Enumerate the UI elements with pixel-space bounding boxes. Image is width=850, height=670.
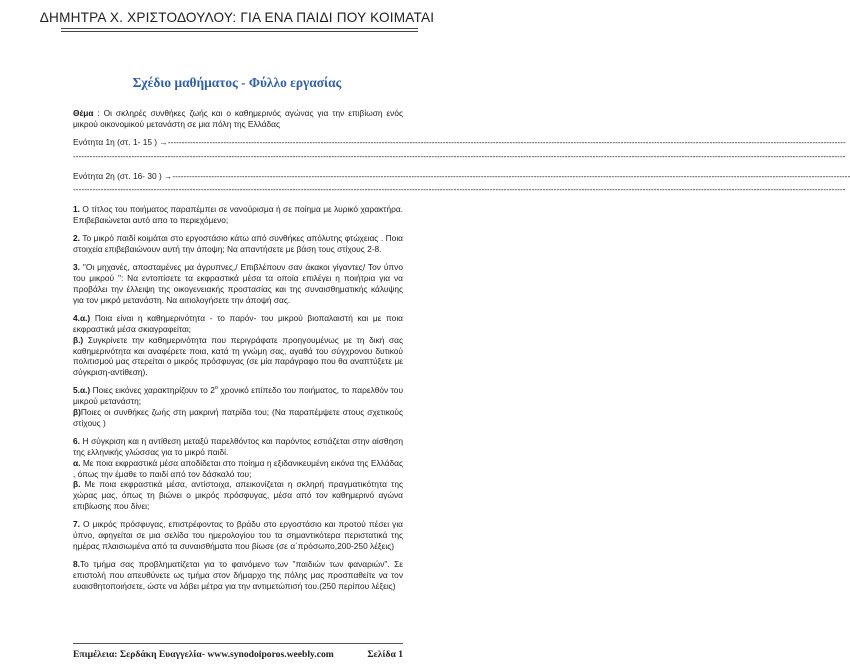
question-3 xyxy=(73,262,403,305)
question-7-text: Ο μικρός πρόσφυγας, επιστρέφοντας το βράδυ στο εργοστάσιο και προτού πέσει για ύπνο, αφηγείται σε μια σελίδα του ημερολογίου του τα σημαντικότερα περιστατικά της ημέρας πλαισιωμένα από τα συναισθήματα που βίωσε (σε α΄πρόσωπο,200-250 λέξεις) xyxy=(73,519,403,551)
unit-2-dashes: ---------------------------------------------------------------------------------------------------------------------------------------------------------------------------------------------------------------------------------------------------- xyxy=(172,170,850,181)
question-4a-text: Ποια είναι η καθημερινότητα - το παρόν- του μικρού βιοπαλαιστή και με ποια εκφραστικά μέσα σκιαγραφείται; xyxy=(73,313,403,334)
question-7-number: 7. xyxy=(73,519,80,530)
question-4b-text: Συγκρίνετε την καθημερινότητα που περιγράφατε προηγουμένως με τη δική σας καθημερινότητα και αναφέρετε ποια, κατά τη γνώμη σας, αγαθά του σύγχρονου δυτικού πολιτισμού μας στερείται ο μικρός πρόσφυγας (σε μία παράγραφο που θα αναπτύξετε με σύγκριση-αντίθεση). xyxy=(73,334,403,378)
question-6-number: 6. xyxy=(73,436,80,447)
question-6a-number: α. xyxy=(73,457,81,468)
unit-1-line xyxy=(73,137,846,148)
page-footer xyxy=(73,649,403,660)
running-header: ΔΗΜΗΤΡΑ Χ. ΧΡΙΣΤΟΔΟΥΛΟΥ: ΓΙΑ ΕΝΑ ΠΑΙΔΙ ΠΟΥ ΚΟΙΜΑΤΑΙ xyxy=(39,10,435,25)
theme-label: Θέμα xyxy=(73,108,94,118)
document-body xyxy=(73,108,850,599)
unit-2-answer-line: -------------------------------------------------------------------------------------------------------------------------------------------------------------------------------------------------------------------------------------------------------------------------------------- xyxy=(73,184,846,195)
question-5a-text-2: χρονικό επίπεδο του ποιήματος, το παρελθόν του μικρού μετανάστη; xyxy=(73,385,404,407)
question-8-text: Το τμήμα σας προβληματίζεται για το φαινόμενο των "παιδιών των φαναριών". Σε επιστολή που απευθύνετε ως τμήμα στον δήμαρχο της πόλης μας προσπαθείτε να τον ευαισθητοποιήσετε, ώστε να λάβει μέτρα για την αντιμετώπισή του.(250 περίπου λέξεις) xyxy=(73,559,403,591)
question-6b-text: Με ποια εκφραστικά μέσα, αντίστοιχα, απεικονίζεται η σκληρή πραγματικότητα της χώρας μας, όπως τη βιώνει ο μικρός πρόσφυγας, μέσα από τον καθημερινό αγώνα επιβίωσης που δίνει; xyxy=(73,479,403,511)
footer-credit: Επιμέλεια: Σερδάκη Ευαγγελία- www.synodoiporos.weebly.com xyxy=(73,649,334,660)
header-rule-bottom xyxy=(61,31,418,32)
theme-text: : Οι σκληρές συνθήκες ζωής και ο καθημερινός αγώνας για την επιβίωση ενός μικρού οικονομικού μετανάστη σε μια πόλη της Ελλάδας xyxy=(73,108,403,129)
question-8-number: 8. xyxy=(73,559,80,570)
footer-rule xyxy=(73,643,403,644)
question-5b-text: Ποιες οι συνθήκες ζωής στη μακρινή πατρίδα του; (Να παραπέμψετε στους σχετικούς στίχους ) xyxy=(73,407,403,428)
question-3-text: "Οι μηχανές, αποσταμένες μα άγρυπνες,/ Επιβλέπουν σαν άκακοι γίγαντες/ Τον ύπνο του μικρού ": Να εντοπίσετε τα εκφραστικά μέσα τα οποία επιλέγει η ποιήτρια για να προβάλει την έλλειψη της οικογενειακής προστασίας και της συναισθηματικής κάλυψης για τον μικρό μετανάστη. Να αιτιολογήσετε την άποψή σας. xyxy=(73,262,403,305)
question-6a-text: Με ποια εκφραστικά μέσα αποδίδεται στο ποίημα η εξιδανικευμένη εικόνα της Ελλάδας , όπως την έμαθε το παιδί από τον δάσκαλό του; xyxy=(73,457,403,479)
unit-1-dashes: ---------------------------------------------------------------------------------------------------------------------------------------------------------------------------------------------------------------------------------------------------- xyxy=(167,137,846,148)
question-6 xyxy=(73,436,403,512)
question-1-text: Ο τίτλος του ποιήματος παραπέμπει σε νανούρισμα ή σε ποίημα με λυρικό χαρακτήρα. Επιβεβαιώνεται αυτό απο το περιεχόμενο; xyxy=(73,204,403,226)
theme-paragraph xyxy=(73,108,403,130)
question-4 xyxy=(73,313,403,378)
question-1-number: 1. xyxy=(73,204,80,215)
question-7 xyxy=(73,519,403,551)
question-4b-number: β.) xyxy=(73,334,84,345)
question-4a-number: 4.α.) xyxy=(73,313,91,324)
unit-1-label: Ενότητα 1η (στ. 1- 15 ) → xyxy=(73,137,168,148)
question-6b-number: β. xyxy=(73,479,81,490)
question-6-text: Η σύγκριση και η αντίθεση μεταξύ παρελθόντος και παρόντος εστιάζεται στην αίσθηση της ελληνικής γλώσσας για το μικρό παιδί. xyxy=(73,436,403,457)
question-2 xyxy=(73,233,403,255)
question-8 xyxy=(73,559,403,591)
unit-1-answer-line: -------------------------------------------------------------------------------------------------------------------------------------------------------------------------------------------------------------------------------------------------------------------------------------- xyxy=(73,150,846,161)
header-rule-top xyxy=(61,28,418,29)
question-5 xyxy=(73,385,403,428)
question-2-text: Το μικρό παιδί κοιμάται στο εργοστάσιο κάτω από συνθήκες απόλυτης φτώχειας . Ποια στοιχεία επιβεβαιώνουν αυτή την άποψη; Να απαντήσετε με βάση τους στίχους 2-8. xyxy=(73,233,403,255)
question-1 xyxy=(73,204,403,226)
unit-2-label: Ενότητα 2η (στ. 16- 30 ) → xyxy=(73,170,173,181)
footer-page-number: Σελίδα 1 xyxy=(367,649,403,660)
question-5a-number: 5.α.) xyxy=(73,385,91,396)
question-3-number: 3. xyxy=(73,262,80,273)
unit-2-line xyxy=(73,170,850,182)
question-5a-superscript: ο xyxy=(214,385,218,392)
question-5a-text-1: Ποιες εικόνες χαρακτηρίζουν το 2 xyxy=(90,385,215,396)
document-title: Σχέδιο μαθήματος - Φύλλο εργασίας xyxy=(132,75,342,90)
question-2-number: 2. xyxy=(73,233,80,244)
question-5b-number: β) xyxy=(73,407,81,418)
